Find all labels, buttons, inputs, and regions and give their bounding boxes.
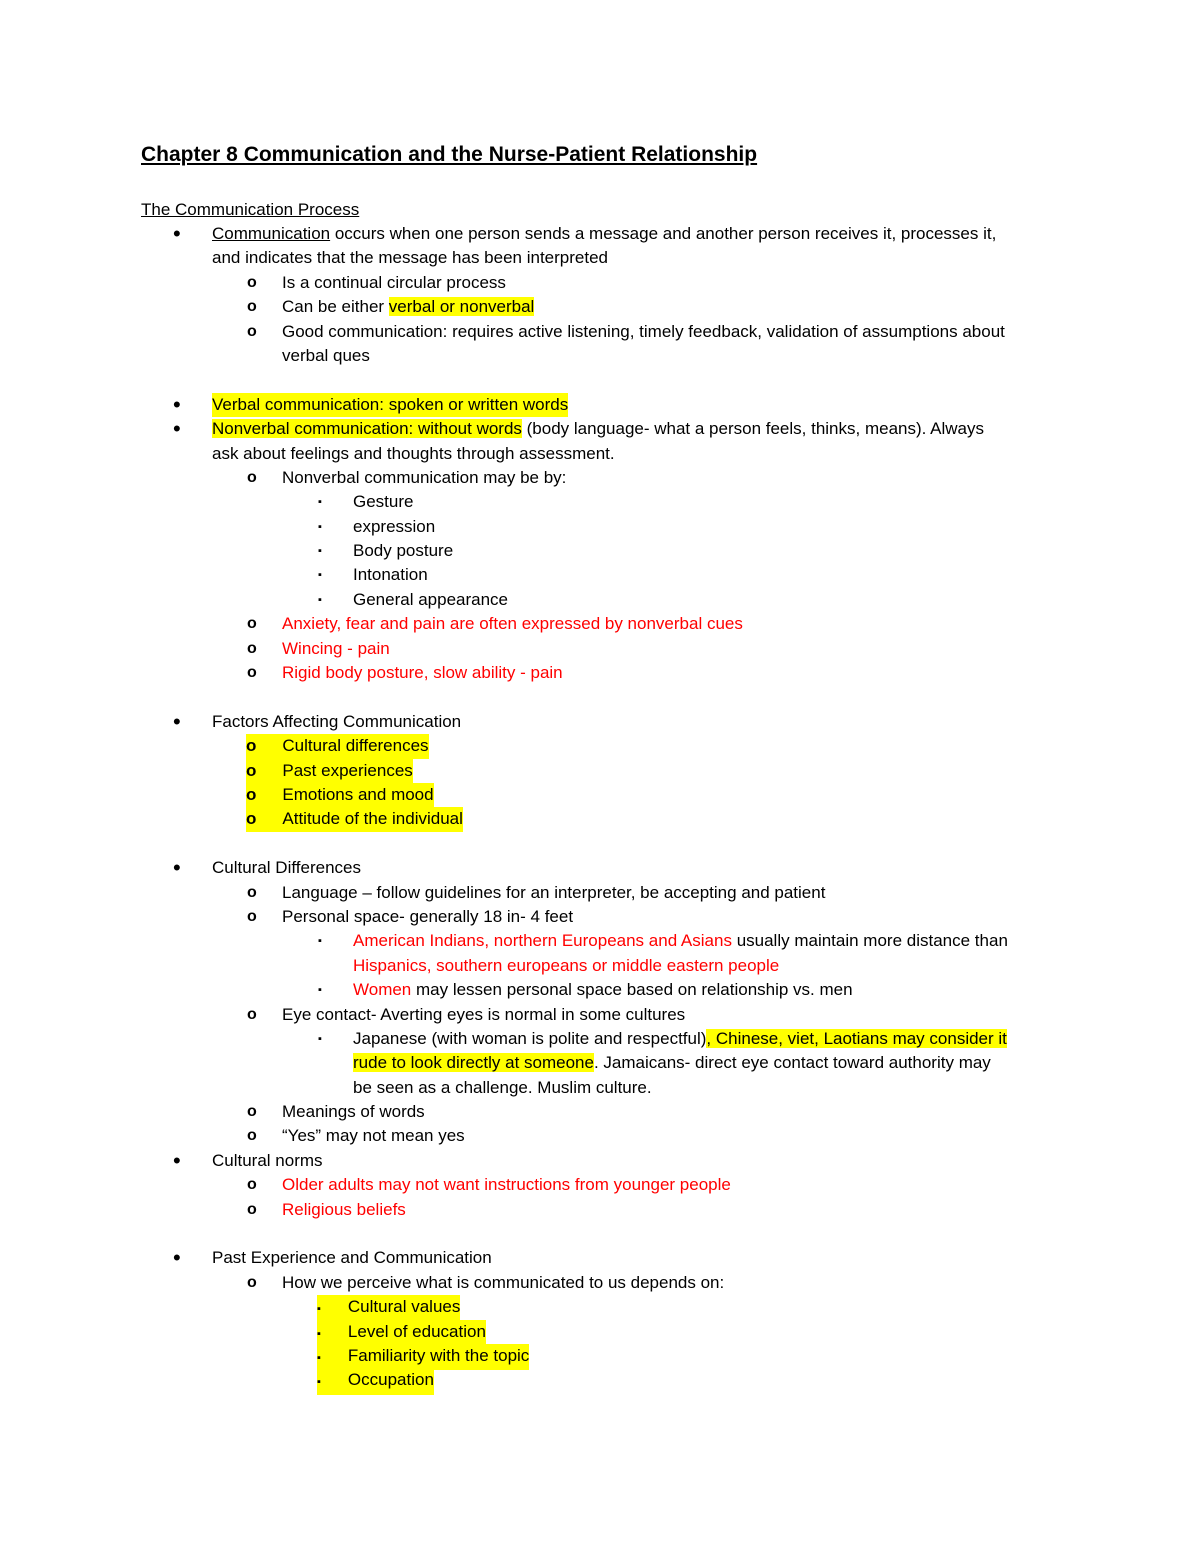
item-text: Language – follow guidelines for an interpreter, be accepting and patient — [282, 882, 826, 902]
list-item — [0, 222, 1200, 246]
list-item-continuation — [0, 1051, 1200, 1075]
list-item — [0, 1271, 1200, 1295]
emphasis-text: Wincing - pain — [282, 638, 390, 658]
item-text: Gesture — [353, 492, 414, 512]
item-text: Cultural norms — [212, 1150, 323, 1170]
circle-marker: o — [247, 1273, 257, 1291]
highlighted-text: Cultural differences — [282, 736, 429, 756]
highlighted-text: Past experiences — [282, 760, 413, 780]
circle-marker: o — [247, 664, 257, 682]
list-item — [0, 1344, 1200, 1368]
list-item — [0, 881, 1200, 905]
circle-marker: o — [247, 1200, 257, 1218]
circle-marker: o — [246, 809, 257, 829]
list-item-continuation — [0, 954, 1200, 978]
circle-marker: o — [247, 1103, 257, 1121]
list-item — [0, 295, 1200, 319]
item-text: Meanings of words — [282, 1102, 425, 1122]
square-marker: ▪ — [317, 1327, 321, 1340]
item-text: Body posture — [353, 541, 454, 561]
bullet-marker: • — [173, 708, 181, 734]
item-text: Eye contact- Averting eyes is normal in some cultures — [282, 1004, 686, 1024]
list-item — [0, 563, 1200, 587]
highlighted-text: Emotions and mood — [282, 784, 434, 804]
emphasis-text: Older adults may not want instructions from younger people — [282, 1175, 731, 1195]
square-marker: ▪ — [318, 935, 322, 948]
item-text: usually maintain more distance than — [731, 931, 1008, 951]
list-item — [0, 661, 1200, 685]
list-item-continuation — [0, 246, 1200, 270]
item-text: Can be either — [282, 297, 389, 317]
square-marker: ▪ — [318, 984, 322, 997]
circle-marker: o — [247, 907, 257, 925]
item-text: . Jamaicans- direct eye contact toward authority may — [593, 1053, 991, 1073]
highlighted-text: verbal or nonverbal — [388, 297, 535, 317]
list-item — [0, 978, 1200, 1002]
list-item-continuation — [0, 1076, 1200, 1100]
item-text: General appearance — [353, 589, 509, 609]
list-item — [0, 1027, 1200, 1051]
square-marker: ▪ — [317, 1303, 321, 1316]
item-text: Is a continual circular process — [282, 272, 506, 292]
highlighted-text: Verbal communication: spoken or written words — [212, 393, 568, 417]
circle-marker: o — [247, 615, 257, 633]
square-marker: ▪ — [318, 496, 322, 509]
list-item — [0, 1124, 1200, 1148]
bullet-marker: • — [173, 855, 181, 881]
term-communication: Communication — [212, 224, 331, 243]
bullet-marker: • — [173, 1245, 181, 1271]
item-text: ask about feelings and thoughts through assessment. — [212, 443, 615, 463]
list-item — [0, 783, 1200, 807]
list-item — [0, 807, 1200, 831]
square-marker: ▪ — [318, 545, 322, 558]
item-text: verbal ques — [282, 345, 370, 365]
list-item — [0, 1173, 1200, 1197]
list-item — [0, 710, 1200, 734]
square-marker: ▪ — [318, 593, 322, 606]
item-text: Good communication: requires active listening, timely feedback, validation of assumptions about — [282, 321, 1005, 341]
definition-text: occurs when one person sends a message and another person receives it, processes it, — [330, 224, 997, 243]
item-text: be seen as a challenge. Muslim culture. — [353, 1077, 652, 1097]
highlighted-text: , Chinese, viet, Laotians may consider it — [706, 1028, 1007, 1048]
list-item — [0, 1295, 1200, 1319]
emphasis-text: Religious beliefs — [282, 1199, 406, 1219]
list-item — [0, 1246, 1200, 1270]
item-text: may lessen personal space based on relationship vs. men — [411, 980, 853, 1000]
item-text: Japanese (with woman is polite and respectful) — [353, 1028, 707, 1048]
circle-marker: o — [246, 736, 257, 756]
list-item — [0, 1100, 1200, 1124]
list-item — [0, 856, 1200, 880]
list-item — [0, 1368, 1200, 1392]
list-item — [0, 612, 1200, 636]
list-item — [0, 929, 1200, 953]
page-title: Chapter 8 Communication and the Nurse-Patient Relationship — [141, 143, 758, 166]
highlighted-text: Attitude of the individual — [282, 809, 463, 829]
list-item — [0, 466, 1200, 490]
square-marker: ▪ — [317, 1376, 321, 1389]
bullet-marker: • — [173, 416, 181, 442]
item-text: Intonation — [353, 565, 428, 585]
emphasis-text: American Indians, northern Europeans and Asians — [353, 931, 732, 951]
circle-marker: o — [247, 273, 257, 291]
list-item — [0, 539, 1200, 563]
list-item — [0, 759, 1200, 783]
circle-marker: o — [246, 784, 257, 804]
item-text: Nonverbal communication may be by: — [282, 467, 567, 487]
list-item — [0, 393, 1200, 417]
list-item — [0, 271, 1200, 295]
section-heading: The Communication Process — [141, 200, 360, 219]
list-item-continuation — [0, 442, 1200, 466]
list-item-continuation — [0, 344, 1200, 368]
bullet-marker: • — [173, 391, 181, 417]
list-item — [0, 905, 1200, 929]
highlighted-text: Nonverbal communication: without words — [212, 419, 522, 439]
circle-marker: o — [247, 639, 257, 657]
circle-marker: o — [247, 883, 257, 901]
item-text: Cultural Differences — [212, 858, 361, 878]
bullet-marker: • — [173, 221, 181, 246]
highlighted-text: Occupation — [347, 1370, 434, 1390]
list-item — [0, 320, 1200, 344]
square-marker: ▪ — [318, 520, 322, 533]
circle-marker: o — [247, 1005, 257, 1023]
list-item — [0, 1320, 1200, 1344]
square-marker: ▪ — [318, 1032, 322, 1045]
highlighted-text: Cultural values — [347, 1297, 461, 1317]
circle-marker: o — [247, 322, 257, 340]
item-text: Past Experience and Communication — [212, 1248, 492, 1268]
list-item — [0, 734, 1200, 758]
item-text: How we perceive what is communicated to us depends on: — [282, 1272, 725, 1292]
circle-marker: o — [247, 1127, 257, 1145]
list-item — [0, 1003, 1200, 1027]
list-item — [0, 515, 1200, 539]
item-text: (body language- what a person feels, thinks, means). Always — [521, 419, 985, 439]
emphasis-text: Women — [353, 980, 412, 1000]
circle-marker: o — [247, 298, 257, 316]
list-item — [0, 1198, 1200, 1222]
notes-body — [0, 222, 1200, 1393]
list-item — [0, 637, 1200, 661]
emphasis-text: Hispanics, southern europeans or middle eastern people — [353, 955, 780, 975]
list-item — [0, 1149, 1200, 1173]
circle-marker: o — [246, 760, 257, 780]
square-marker: ▪ — [318, 569, 322, 582]
circle-marker: o — [247, 468, 257, 486]
definition-continuation: and indicates that the message has been interpreted — [212, 248, 608, 268]
highlighted-text: rude to look directly at someone — [353, 1053, 594, 1073]
item-text: Personal space- generally 18 in- 4 feet — [282, 906, 574, 926]
item-text: “Yes” may not mean yes — [282, 1126, 465, 1146]
list-item — [0, 588, 1200, 612]
emphasis-text: Anxiety, fear and pain are often expressed by nonverbal cues — [282, 614, 743, 634]
highlighted-text: Level of education — [347, 1321, 486, 1341]
square-marker: ▪ — [317, 1351, 321, 1364]
emphasis-text: Rigid body posture, slow ability - pain — [282, 663, 563, 683]
list-item — [0, 490, 1200, 514]
item-text: Factors Affecting Communication — [212, 711, 462, 731]
item-text: expression — [353, 516, 436, 536]
list-item — [0, 417, 1200, 441]
bullet-marker: • — [173, 1147, 181, 1173]
circle-marker: o — [247, 1176, 257, 1194]
highlighted-text: Familiarity with the topic — [347, 1345, 530, 1365]
